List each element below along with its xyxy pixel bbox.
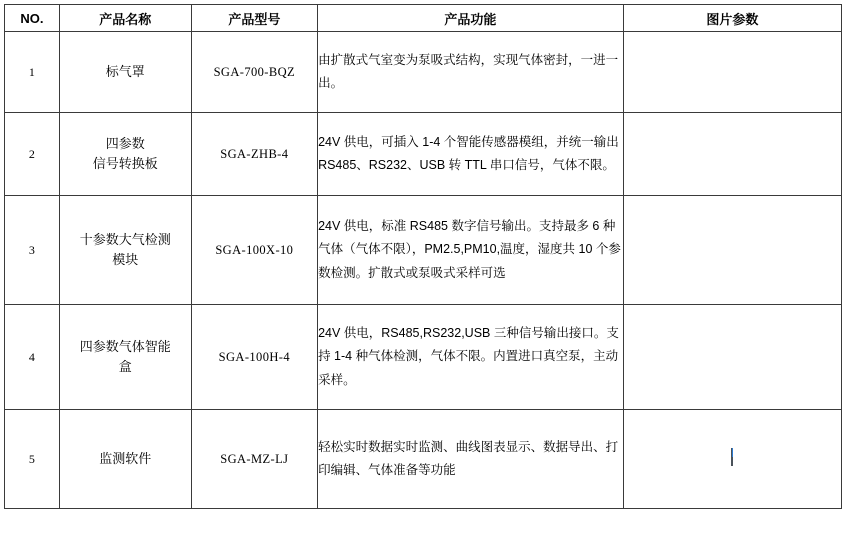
table-row	[5, 305, 842, 410]
product-function: 轻松实时数据实时监测、曲线图表显示、数据导出、打印编辑、气体准备等功能	[318, 410, 624, 509]
product-specification-table	[4, 4, 842, 509]
product-name	[59, 32, 191, 113]
product-name-line: 模块	[112, 252, 139, 267]
product-image-cell	[623, 410, 841, 509]
product-model: SGA-ZHB-4	[191, 113, 317, 196]
product-name	[59, 113, 191, 196]
product-name-line: 四参数气体智能	[79, 338, 171, 354]
product-image-cell	[623, 196, 841, 305]
column-header-product-name: 产品名称	[59, 5, 191, 32]
product-model: SGA-100X-10	[191, 196, 317, 305]
column-header-product-function: 产品功能	[318, 5, 624, 32]
column-header-no: NO.	[5, 5, 60, 32]
product-name-line: 盒	[118, 359, 132, 374]
product-model: SGA-700-BQZ	[191, 32, 317, 113]
column-header-product-model: 产品型号	[191, 5, 317, 32]
monitoring-software-screenshot	[731, 448, 733, 466]
column-header-image-parameters: 图片参数	[623, 5, 841, 32]
product-image-cell	[623, 305, 841, 410]
product-function: 由扩散式气室变为泵吸式结构，实现气体密封，一进一出。	[318, 32, 624, 113]
product-name-line: 信号转换板	[92, 156, 158, 171]
product-image-cell	[623, 32, 841, 113]
row-number: 4	[5, 305, 60, 410]
product-name	[59, 196, 191, 305]
row-number: 3	[5, 196, 60, 305]
product-name	[59, 410, 191, 509]
table-row	[5, 113, 842, 196]
row-number: 5	[5, 410, 60, 509]
row-number: 1	[5, 32, 60, 113]
product-name-line: 十参数大气检测	[79, 231, 171, 247]
table-row	[5, 196, 842, 305]
row-number: 2	[5, 113, 60, 196]
product-model: SGA-100H-4	[191, 305, 317, 410]
product-image-cell	[623, 113, 841, 196]
product-name	[59, 305, 191, 410]
product-name-line: 标气罩	[105, 63, 145, 79]
table-header-row	[5, 5, 842, 32]
product-name-line: 四参数	[105, 135, 145, 151]
product-name-line: 监测软件	[99, 450, 152, 466]
product-function: 24V 供电，标准 RS485 数字信号输出。支持最多 6 种气体（气体不限），PM2.5,PM10,温度，湿度共 10 个参数检测。扩散式或泵吸式采样可选	[318, 196, 624, 305]
product-model: SGA-MZ-LJ	[191, 410, 317, 509]
table-row	[5, 410, 842, 509]
product-function: 24V 供电，RS485,RS232,USB 三种信号输出接口。支持 1-4 种气体检测，气体不限。内置进口真空泵，主动采样。	[318, 305, 624, 410]
table-row	[5, 32, 842, 113]
product-function: 24V 供电，可插入 1-4 个智能传感器模组，并统一输出 RS485、RS232、USB 转 TTL 串口信号，气体不限。	[318, 113, 624, 196]
